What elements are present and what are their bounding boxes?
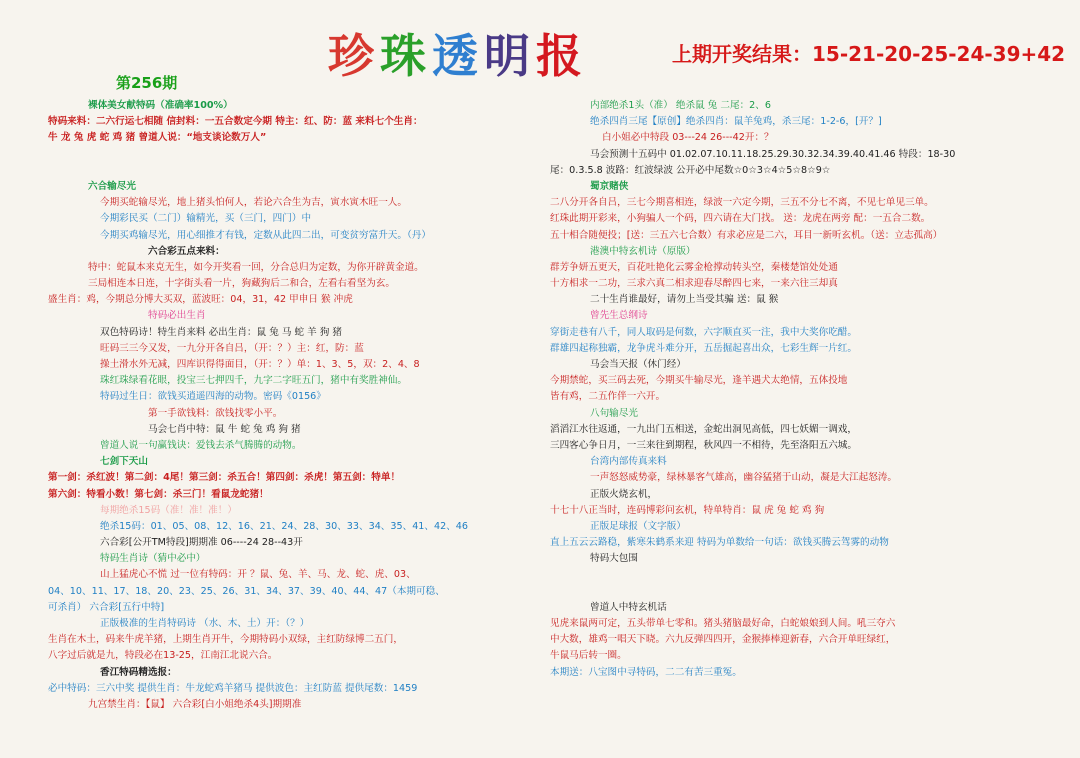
text-line: 今期禁蛇，买三码去死，今期买牛输尽光，逢羊遇犬太绝情，五体投地 xyxy=(550,375,848,387)
text-line: 蜀京赌侠 xyxy=(590,180,629,192)
text-line: 七剑下天山 xyxy=(100,456,148,468)
title-char: 珠 xyxy=(380,29,432,83)
text-line: 操土滑水外无减，四库识得得面目，（开：？）单：1、3、5，双：2、4、8 xyxy=(100,359,420,370)
text-line: 滔滔江水往返通，一九出门五相送，金蛇出洞见高低，四七妖媚一调戏， xyxy=(550,423,857,435)
text-line: 港澳中特玄机诗（原版） xyxy=(590,245,696,257)
title-char: 报 xyxy=(536,29,588,83)
text-line: 珠红珠绿看花眼，投宝三七押四千，九字二字旺五门，猪中有奖胜神仙。 xyxy=(100,375,407,387)
text-line: 生肖在木土，码来牛虎羊猪，上期生肖开牛，今期特码小双绿，主红防绿博二五门， xyxy=(48,634,403,646)
issue-number: 第256期 xyxy=(116,74,178,92)
title-char: 明 xyxy=(484,29,536,83)
text-line: 每期绝杀15码（准！准！准！） xyxy=(100,504,237,516)
text-line: 旺码三三今又发，一九分开各自吕，（开：？）主：红，防：蓝 xyxy=(100,342,364,354)
text-line: 二十生肖谁最好，请勿上当受其骗 送：鼠 猴 xyxy=(590,294,779,306)
text-line: 第一手欲钱料：欲钱找零小平。 xyxy=(148,407,283,419)
text-line: 特码生肖诗（猜中必中） xyxy=(100,553,206,565)
text-line: 十方相求一二功，三求六真二相求迎春尽醉四七来，一来六往三却真 xyxy=(550,278,838,290)
text-line: 三局相连本日连，十字街头看一片，狗藏狗后二和合，左看右看坚为玄。 xyxy=(88,278,395,290)
text-line: 第六剑：特看小数！第七剑：杀三门！看鼠龙蛇猪！ xyxy=(48,488,269,500)
text-line: 九宫禁生肖：【鼠】 六合彩[白小姐绝杀4头]期期准 xyxy=(88,698,302,710)
text-line: 正版火烧玄机， xyxy=(590,488,658,500)
text-line: 特码必出生肖 xyxy=(148,310,206,322)
left-column xyxy=(48,98,508,713)
text-line: 白小姐必中特段 03---24 26---42开：？ xyxy=(602,132,774,144)
text-line: 特码来料：二六行运七相随 信封料：一五合数定今期 特主：红、防：蓝 来料七个生肖： xyxy=(48,116,423,128)
text-line: 绝杀四肖三尾【原创】绝杀四肖：鼠羊兔鸡，杀三尾：1-2-6，[开？] xyxy=(590,116,882,128)
right-column xyxy=(550,98,1070,681)
text-line: 马会当天报（休门经） xyxy=(590,359,686,370)
text-line: 六合彩[公开TM特段]期期准 06----24 28--43开 xyxy=(100,537,303,549)
text-line xyxy=(48,163,508,179)
text-line: 五十相合随便投；[送：三五六七合数）有求必应是二六，耳目一新听玄机。（送：立志孤高） xyxy=(550,229,943,241)
text-line: 八句输尽光 xyxy=(590,407,638,419)
text-line: 十七十八正当时，连码博彩问玄机，特单特肖：鼠 虎 兔 蛇 鸡 狗 xyxy=(550,504,825,516)
text-line: 直上五云云路稳，紫寒朱鹤系来迎 特码为单数给一句话：欲钱买腾云驾雾的动物 xyxy=(550,537,889,549)
last-draw-result: 上期开奖结果：15-21-20-25-24-39+42 xyxy=(672,42,1066,66)
text-line: 必中特码：三六中奖 提供生肖：牛龙蛇鸡羊猪马 提供波色：主红防蓝 提供尾数：1459 xyxy=(48,682,418,694)
text-line: 曾道人中特玄机话 xyxy=(590,601,667,613)
text-line: 盛生肖：鸡，今期总分博大买双，蓝波旺：04，31，42 甲申日 猴 冲虎 xyxy=(48,294,353,306)
text-line: 正版足球报（文字版） xyxy=(590,520,686,532)
text-line: 香江特码精选报： xyxy=(100,666,177,678)
text-line: 裸体美女献特码（准确率100%） xyxy=(88,100,233,111)
text-line: 今期买鸡输尽光，用心细推才有钱，定数从此四二出，可变贫穷富升天。（丹） xyxy=(100,229,431,241)
text-line: 中大数，雄鸡一唱天下晓。六九反弹四四开，金猴捧棒迎新春，六合开单旺绿红， xyxy=(550,634,896,646)
text-line xyxy=(550,567,1070,583)
text-line: 二八分开各自吕，三七今期喜相连，绿波一六定今期，三五不分七不离，不见七单见三单。 xyxy=(550,197,934,209)
text-line: 群雄四起称独霸，龙争虎斗难分开，五岳掘起喜出众，七彩生辉一片红。 xyxy=(550,342,857,354)
text-line: 马会七肖中特：鼠 牛 蛇 兔 鸡 狗 猪 xyxy=(148,423,301,435)
text-line: 双色特码诗！特生肖来料 必出生肖：鼠 兔 马 蛇 羊 狗 猪 xyxy=(100,326,343,338)
text-line: 第一剑：杀红波！第二剑：4尾！第三剑：杀五合！第四剑：杀虎！第五剑：特单！ xyxy=(48,472,401,484)
text-line: 六合输尽光 xyxy=(88,180,136,192)
text-line: 内部绝杀1头（准） 绝杀鼠 兔 二尾：2、6 xyxy=(590,100,771,111)
text-line: 特码大包围 xyxy=(590,553,638,565)
text-line: 马会预测十五码中 01.02.07.10.11.18.25.29.30.32.34.39.40.41.46 特段：18-30 xyxy=(590,148,956,160)
text-line: 穿街走巷有八千，同人取码是何数，六字顺直买一注，我中大奖你吃醋。 xyxy=(550,326,857,338)
text-line: 特码过生日：欲钱买逍遥四海的动物。密码《0156》 xyxy=(100,391,326,403)
text-line: 见虎来鼠两可定，五头带单七零和。猪头猪脑最好命，白蛇娘娘到人间。吼三夺六 xyxy=(550,618,896,629)
text-line: 今期买蛇输尽光，地上猪头怕何人，若论六合生为吉，寅水寅木旺一人。 xyxy=(100,197,407,209)
text-line: 正版极准的生肖特码诗 （水、木、土）开：（？） xyxy=(100,618,310,629)
title-char: 透 xyxy=(432,29,484,83)
text-line: 红珠此期开彩来，小狗骗人一个码，四六请在大门找。 送：龙虎在两旁 配：一五合二数。 xyxy=(550,213,931,225)
text-line: 特中：蛇鼠本来克无生，如今开奖看一回，分合总归为定数，为你开辟黄金道。 xyxy=(88,261,424,273)
title-char: 珍 xyxy=(328,29,380,83)
text-line xyxy=(48,147,508,163)
text-line: 尾：0.3.5.8 波路：红波绿波 公开必中尾数☆0☆3☆4☆5☆8☆9☆ xyxy=(550,164,831,176)
text-line: 山上猛虎心不慌 过一位有特码：开 ？鼠、兔、羊、马、龙、蛇、虎、03、 xyxy=(100,569,416,581)
text-line: 八字过后就是九，特段必在13-25，江南江北说六合。 xyxy=(48,650,278,662)
text-line xyxy=(550,584,1070,600)
text-line: 绝杀15码：01、05、08、12、16、21、24、28、30、33、34、35、41、42、46 xyxy=(100,520,469,532)
text-line: 04、10、11、17、18、20、23、25、26、31、34、37、39、40、44、47（本期可稳、 xyxy=(48,585,445,597)
text-line: 群芳争妍五更天，百花吐艳化云雾金枪撑动转头空，秦楼楚馆处处通 xyxy=(550,261,838,273)
text-line: 本期送：八宝图中寻特码，二二有苦三重冤。 xyxy=(550,666,742,678)
text-line: 牛 龙 兔 虎 蛇 鸡 猪 曾道人说：“地支谈论数万人” xyxy=(48,132,267,144)
text-line: 牛鼠马后转一圈。 xyxy=(550,650,627,662)
masthead-title xyxy=(328,20,588,86)
text-line: 今期彩民买（二门）输精光，买（三门，四门）中 xyxy=(100,213,312,225)
text-line: 一声怒怒威势豪，绿林暴客气雄高，幽谷猛猪于山动，凝是大江起怒涛。 xyxy=(590,472,897,484)
text-line: 三四客心争日月，一三来往到期程，秋风四一不相待，先至洛阳五六城。 xyxy=(550,439,857,451)
text-line: 皆有鸡，二五作伴一六开。 xyxy=(550,391,666,403)
text-line: 六合彩五点来料： xyxy=(148,245,225,257)
text-line: 曾先生总纲诗 xyxy=(590,310,648,322)
text-line: 台湾内部传真来料 xyxy=(590,456,667,468)
text-line: 曾道人说一句赢钱诀：爱钱去杀气腾腾的动物。 xyxy=(100,439,302,451)
text-line: 可杀肖） 六合彩[五行中特] xyxy=(48,601,165,613)
